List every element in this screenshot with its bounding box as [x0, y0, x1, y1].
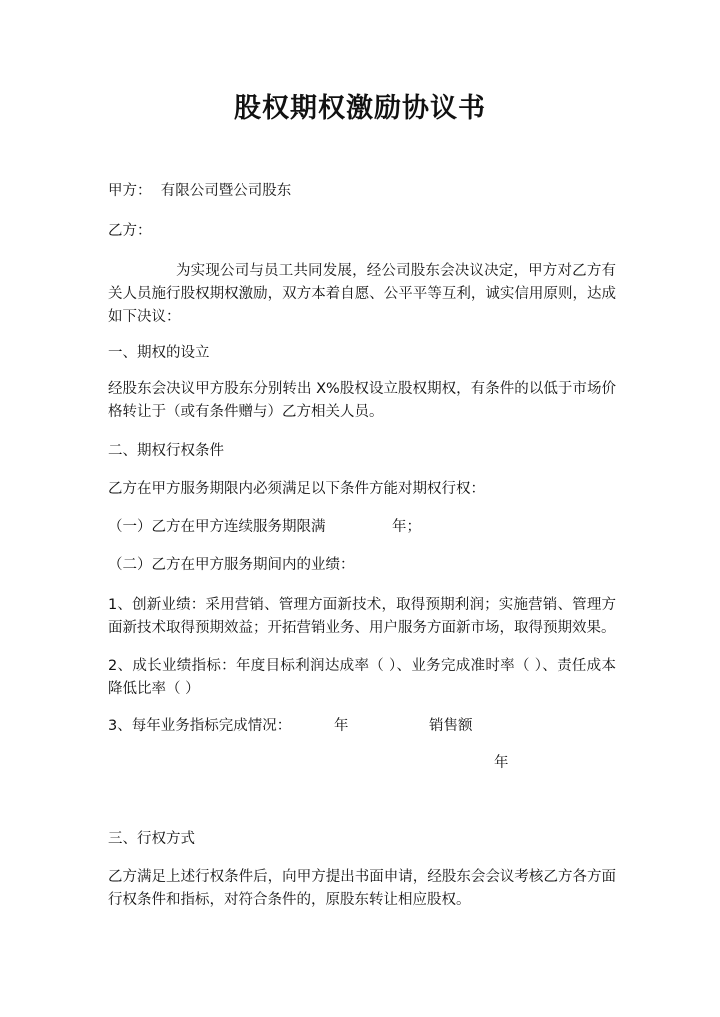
- condition-1: （一）乙方在甲方连续服务期限满: [108, 519, 326, 535]
- item-3-year-2: 年: [494, 755, 509, 771]
- item-3-sales: 销售额: [429, 718, 473, 734]
- item-1-innovation: 1、创新业绩：采用营销、管理方面新技术，取得预期利润；实施营销、管理方面新技术取得预期效益；开拓营销业务、用户服务方面新市场，取得预期效果。: [108, 597, 616, 636]
- section-1-heading: 一、期权的设立: [108, 345, 210, 361]
- section-1-body: 经股东会决议甲方股东分别转出 X%股权设立股权期权，有条件的以低于市场价格转让于（或有条件赠与）乙方相关人员。: [108, 381, 616, 420]
- section-3-heading: 三、行权方式: [108, 831, 195, 847]
- item-3-year: 年: [334, 718, 349, 734]
- condition-2: （二）乙方在甲方服务期间内的业绩：: [108, 557, 355, 573]
- party-a-line: 甲方： 有限公司暨公司股东: [108, 183, 292, 199]
- section-2-heading: 二、期权行权条件: [108, 443, 224, 459]
- section-2-intro: 乙方在甲方服务期限内必须满足以下条件方能对期权行权：: [108, 481, 485, 497]
- condition-1-suffix: 年；: [392, 519, 421, 535]
- intro-paragraph: 为实现公司与员工共同发展，经公司股东会决议决定，甲方对乙方有关人员施行股权期权激励，双方本着自愿、公平平等互利，诚实信用原则，达成如下决议：: [108, 263, 616, 325]
- item-2-growth: 2、成长业绩指标：年度目标利润达成率（ ）、业务完成准时率（ ）、责任成本降低比率（ ）: [108, 658, 616, 697]
- item-3-label: 3、每年业务指标完成情况：: [108, 718, 292, 734]
- document-title: 股权期权激励协议书: [234, 93, 486, 124]
- party-b-line: 乙方：: [108, 223, 152, 239]
- section-3-body: 乙方满足上述行权条件后，向甲方提出书面申请，经股东会会议考核乙方各方面行权条件和指标，对符合条件的，原股东转让相应股权。: [108, 869, 616, 908]
